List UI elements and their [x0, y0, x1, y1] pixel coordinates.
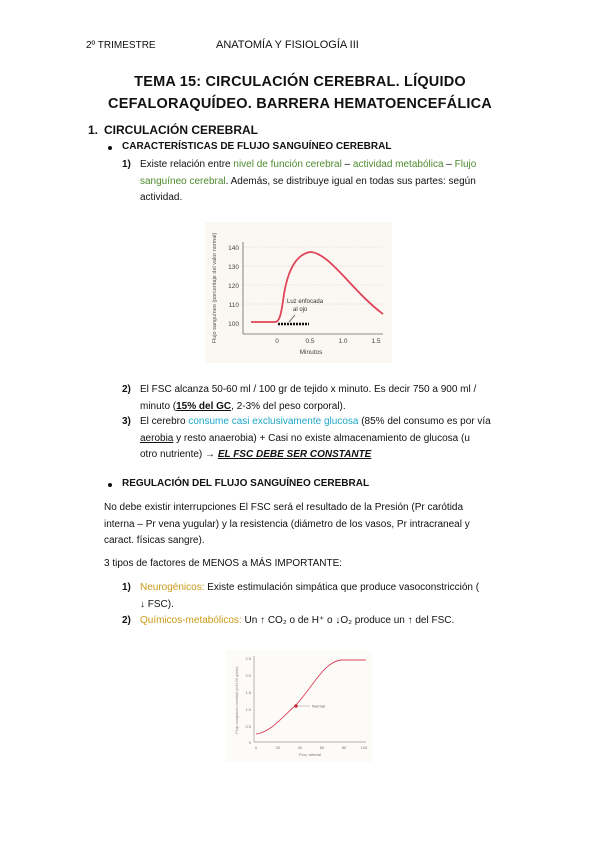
x-tick-label: 0 [275, 338, 279, 345]
regulation-paragraph: No debe existir interrupciones El FSC será el resultado de la Presión (Pr carótida interna – Pr vena yugular) y la resistencia (diámetro de los vasos, Pr intracraneal y caract. físicas sangre). [104, 502, 470, 546]
x-tick-label: 1.0 [338, 338, 348, 345]
y-tick-label: 110 [228, 302, 239, 309]
y-tick-label: 0 [248, 740, 251, 745]
normal-point-marker [294, 704, 298, 708]
x-tick-label: 0 [254, 745, 258, 750]
x-tick-label: 1.5 [371, 338, 381, 345]
y-tick-label: 100 [228, 321, 239, 328]
factor-2-text: Químicos-metabólicos: Un ↑ CO₂ o de H⁺ o ↓O₂ produce un ↑ del FSC. [140, 615, 455, 626]
factors-intro: 3 tipos de factores de MENOS a MÁS IMPORTANTE: [104, 558, 343, 569]
factor-number-1: 1) [122, 582, 131, 593]
x-tick-label: 20 [275, 745, 281, 750]
x-axis-label: Pco₂ arterial [299, 752, 321, 757]
y-tick-label: 120 [228, 283, 239, 290]
page-title-line2: CEFALORAQUÍDEO. BARRERA HEMATOENCEFÁLICA [108, 96, 492, 112]
normal-label: Normal [312, 703, 325, 709]
factor-1-text: Neurogénicos: Existe estimulación simpática que produce vasoconstricción ( ↓ FSC). [140, 582, 480, 610]
blood-flow-chart [205, 222, 392, 363]
item-number-1: 1) [122, 159, 131, 170]
x-tick-label: 80 [341, 745, 347, 750]
y-axis-label: Flujo sanguíneo cerebral (ml/100 g/min) [235, 666, 239, 734]
x-axis-label: Minutos [299, 349, 323, 356]
header-trimester: 2º TRIMESTRE [86, 40, 156, 51]
header-subject: ANATOMÍA Y FISIOLOGÍA III [216, 39, 359, 51]
item-2-text: El FSC alcanza 50-60 ml / 100 gr de tejido x minuto. Es decir 750 a 900 ml / minuto (15% del GC, 2-3% del peso corporal). [140, 384, 477, 412]
y-tick-label: 2.0 [245, 673, 251, 678]
y-tick-label: 1.5 [245, 690, 251, 695]
x-tick-label: 40 [297, 745, 303, 750]
page-title-line1: TEMA 15: CIRCULACIÓN CEREBRAL. LÍQUIDO [134, 74, 466, 90]
section-title: CIRCULACIÓN CEREBRAL [104, 123, 258, 137]
item-3-text: El cerebro consume casi exclusivamente glucosa (85% del consumo es por vía aerobia y resto anaerobia) + Casi no existe almacenamiento de glucosa (u otro nutriente) → EL FSC DEBE SER CONSTANTE [140, 416, 491, 460]
x-tick-label: 60 [319, 745, 325, 750]
y-tick-label: 130 [228, 264, 239, 271]
chart-background [205, 222, 392, 363]
subsection-title-1: CARACTERÍSTICAS DE FLUJO SANGUÍNEO CEREBRAL [122, 141, 392, 152]
subsection-title-2: REGULACIÓN DEL FLUJO SANGUÍNEO CEREBRAL [122, 478, 370, 489]
annotation-label-2: al ojo [293, 307, 308, 313]
x-tick-label: 100 [360, 745, 368, 750]
item-number-3: 3) [122, 416, 131, 427]
item-1-text: Existe relación entre nivel de función cerebral – actividad metabólica – Flujo sanguíneo cerebral. Además, se distribuye igual en todas sus partes: según actividad. [140, 159, 477, 203]
item-number-2: 2) [122, 384, 131, 395]
annotation-label-1: Luz enfocada [287, 299, 324, 305]
y-tick-label: 2.5 [245, 656, 251, 661]
bullet-icon [108, 483, 112, 487]
pco2-flow-chart [226, 650, 372, 762]
section-number: 1. [88, 123, 99, 137]
y-tick-label: 1.0 [245, 707, 251, 712]
y-tick-label: 140 [228, 245, 239, 252]
x-tick-label: 0.5 [305, 338, 315, 345]
factor-number-2: 2) [122, 615, 131, 626]
y-axis-label: Flujo sanguíneo (porcentaje del valor normal) [212, 232, 218, 344]
y-tick-label: 0.5 [245, 724, 251, 729]
bullet-icon [108, 146, 112, 150]
